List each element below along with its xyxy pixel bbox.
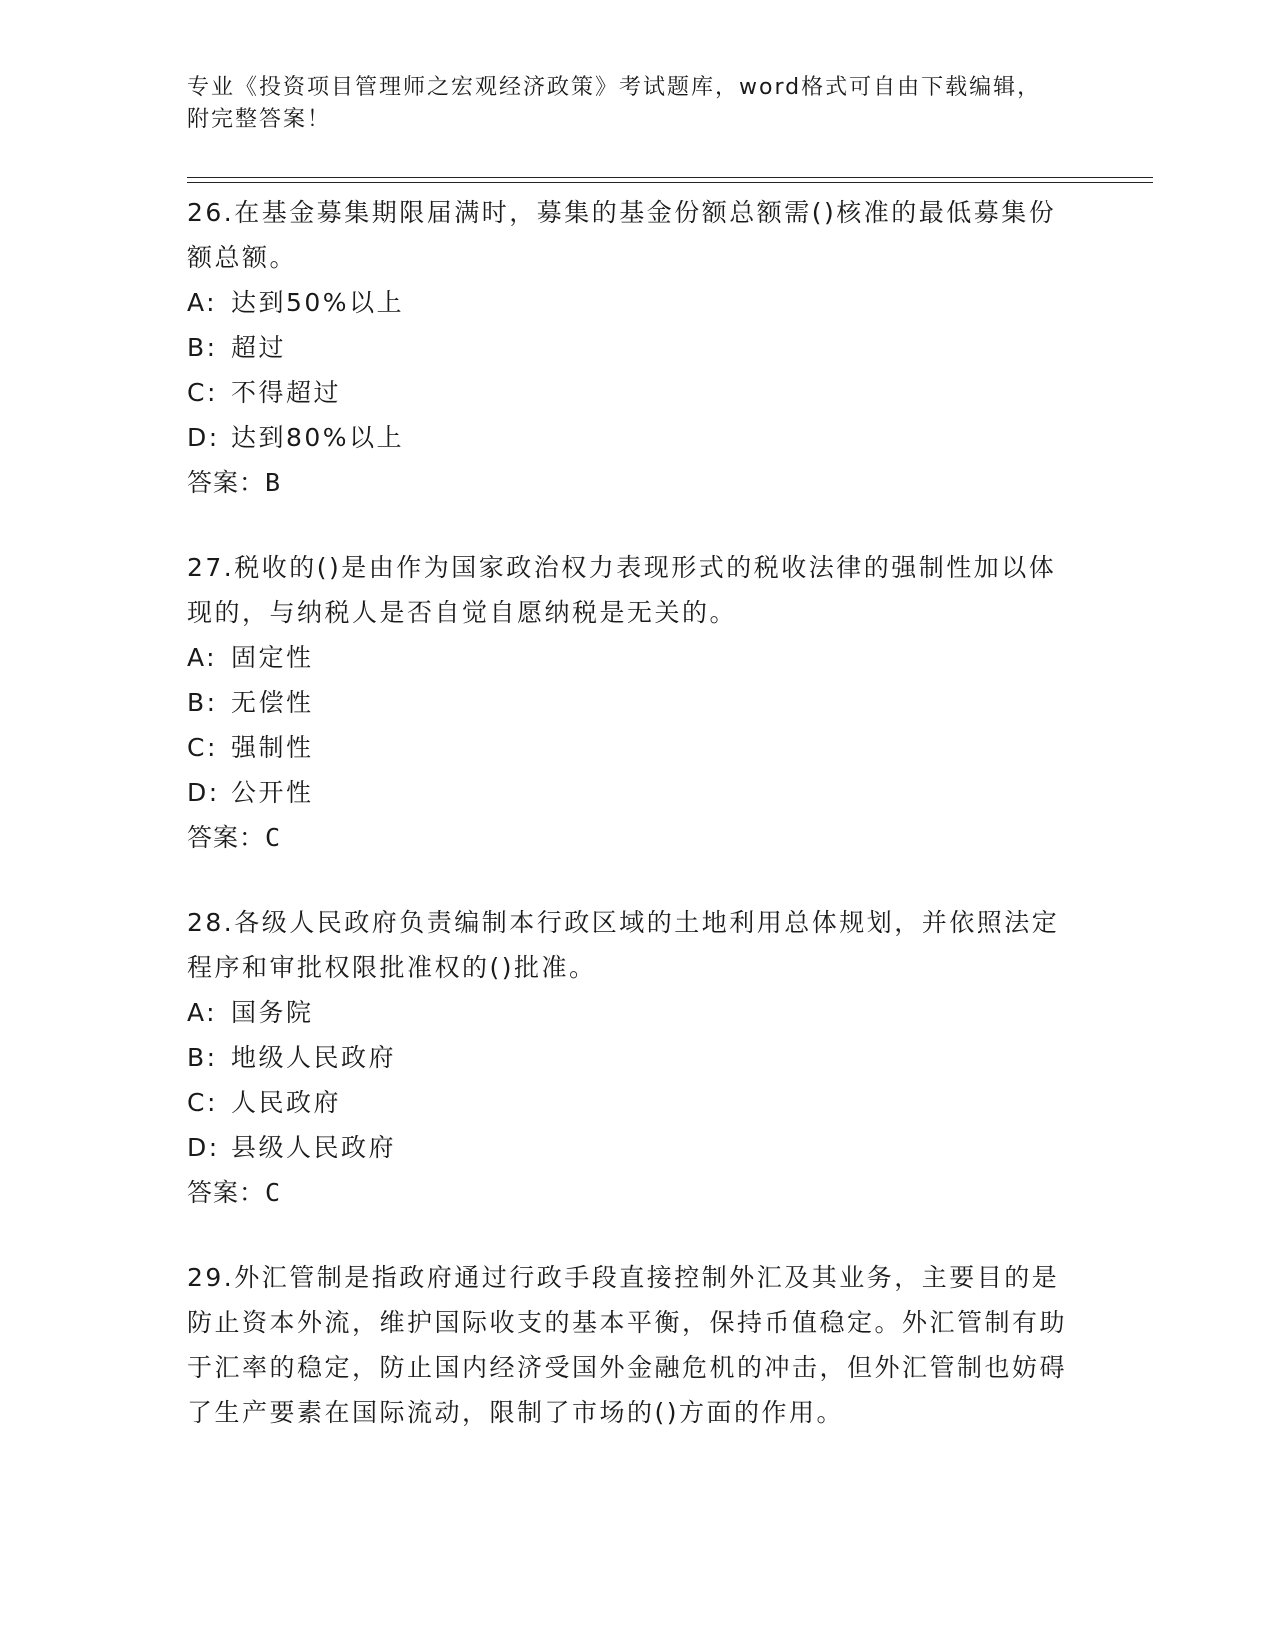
option-text: 公开性 <box>231 778 314 807</box>
option-key: A: <box>187 288 218 317</box>
option-b <box>187 1035 1077 1080</box>
answer-line <box>187 460 1077 505</box>
option-text: 国务院 <box>231 998 314 1027</box>
header-divider-top <box>187 177 1153 178</box>
option-key: D: <box>187 1133 220 1162</box>
option-a <box>187 990 1077 1035</box>
question-stem: 28.各级人民政府负责编制本行政区域的土地利用总体规划，并依照法定程序和审批权限批准权的()批准。 <box>187 908 1060 982</box>
option-text: 达到80%以上 <box>231 423 405 452</box>
question-list <box>187 190 1077 1475</box>
answer-value: C <box>265 1178 282 1207</box>
option-key: C: <box>187 378 218 407</box>
option-text: 地级人民政府 <box>231 1043 397 1072</box>
option-a <box>187 635 1077 680</box>
answer-line <box>187 815 1077 860</box>
option-d <box>187 1125 1077 1170</box>
answer-label: 答案： <box>187 1178 266 1207</box>
question-27 <box>187 545 1077 860</box>
option-b <box>187 325 1077 370</box>
option-text: 不得超过 <box>231 378 342 407</box>
option-key: C: <box>187 1088 218 1117</box>
document-header <box>187 72 1067 136</box>
answer-value: C <box>265 823 282 852</box>
option-text: 无偿性 <box>231 688 314 717</box>
question-28 <box>187 900 1077 1215</box>
question-26 <box>187 190 1077 505</box>
answer-line <box>187 1170 1077 1215</box>
option-key: B: <box>187 333 218 362</box>
question-stem: 29.外汇管制是指政府通过行政手段直接控制外汇及其业务，主要目的是防止资本外流，维护国际收支的基本平衡，保持币值稳定。外汇管制有助于汇率的稳定，防止国内经济受国外金融危机的冲击，但外汇管制也妨碍了生产要素在国际流动，限制了市场的()方面的作用。 <box>187 1263 1068 1427</box>
option-d <box>187 770 1077 815</box>
option-c <box>187 725 1077 770</box>
option-c <box>187 370 1077 415</box>
answer-label: 答案： <box>187 823 266 852</box>
option-key: A: <box>187 643 218 672</box>
option-key: D: <box>187 778 220 807</box>
option-text: 达到50%以上 <box>231 288 405 317</box>
option-d <box>187 415 1077 460</box>
answer-value: B <box>265 468 282 497</box>
question-stem: 26.在基金募集期限届满时，募集的基金份额总额需()核准的最低募集份额总额。 <box>187 198 1057 272</box>
option-b <box>187 680 1077 725</box>
option-key: B: <box>187 1043 218 1072</box>
option-text: 超过 <box>231 333 287 362</box>
option-a <box>187 280 1077 325</box>
option-text: 强制性 <box>231 733 314 762</box>
answer-label: 答案： <box>187 468 266 497</box>
header-divider-bottom <box>187 182 1153 183</box>
option-text: 人民政府 <box>231 1088 342 1117</box>
header-line-1: 专业《投资项目管理师之宏观经济政策》考试题库，word格式可自由下载编辑， <box>187 75 1042 100</box>
option-key: C: <box>187 733 218 762</box>
option-key: B: <box>187 688 218 717</box>
header-line-2: 附完整答案！ <box>187 107 332 132</box>
option-c <box>187 1080 1077 1125</box>
option-text: 固定性 <box>231 643 314 672</box>
question-stem: 27.税收的()是由作为国家政治权力表现形式的税收法律的强制性加以体现的，与纳税人是否自觉自愿纳税是无关的。 <box>187 553 1057 627</box>
option-text: 县级人民政府 <box>231 1133 397 1162</box>
question-29 <box>187 1255 1077 1435</box>
option-key: D: <box>187 423 220 452</box>
option-key: A: <box>187 998 218 1027</box>
